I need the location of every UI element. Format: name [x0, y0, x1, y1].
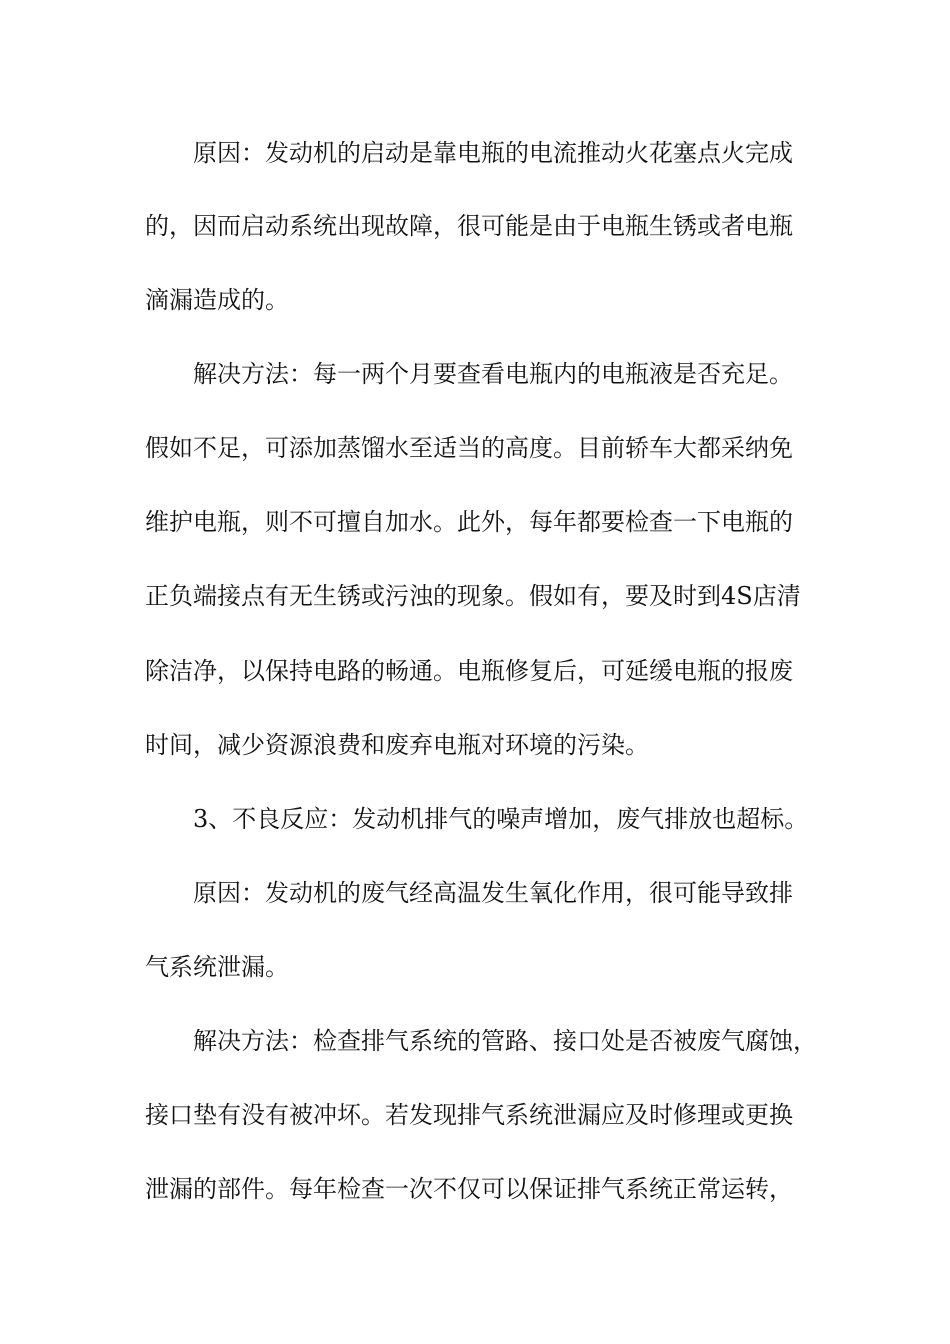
paragraph-line: 原因：发动机的废气经高温发生氧化作用，很可能导致排	[193, 879, 793, 907]
paragraph-line: 气系统泄漏。	[145, 953, 289, 981]
paragraph-line: 解决方法：每一两个月要查看电瓶内的电瓶液是否充足。	[193, 360, 793, 388]
paragraph-line: 滴漏造成的。	[145, 286, 289, 314]
paragraph-line: 原因：发动机的启动是靠电瓶的电流推动火花塞点火完成	[193, 139, 793, 167]
paragraph-line: 泄漏的部件。每年检查一次不仅可以保证排气系统正常运转，	[145, 1175, 793, 1203]
paragraph-line: 除洁净，以保持电路的畅通。电瓶修复后，可延缓电瓶的报废	[145, 657, 793, 685]
paragraph-line: 假如不足，可添加蒸馏水至适当的高度。目前轿车大都采纳免	[145, 434, 793, 462]
paragraph-line: 的，因而启动系统出现故障，很可能是由于电瓶生锈或者电瓶	[145, 212, 793, 240]
paragraph-line: 维护电瓶，则不可擅自加水。此外，每年都要检查一下电瓶的	[145, 508, 793, 536]
paragraph-line: 正负端接点有无生锈或污浊的现象。假如有，要及时到4S店清	[145, 582, 801, 610]
paragraph-line: 3、不良反应：发动机排气的噪声增加，废气排放也超标。	[193, 805, 809, 833]
paragraph-line: 接口垫有没有被冲坏。若发现排气系统泄漏应及时修理或更换	[145, 1101, 793, 1129]
paragraph-line: 解决方法：检查排气系统的管路、接口处是否被废气腐蚀，	[193, 1027, 817, 1055]
paragraph-line: 时间，减少资源浪费和废弃电瓶对环境的污染。	[145, 731, 649, 759]
